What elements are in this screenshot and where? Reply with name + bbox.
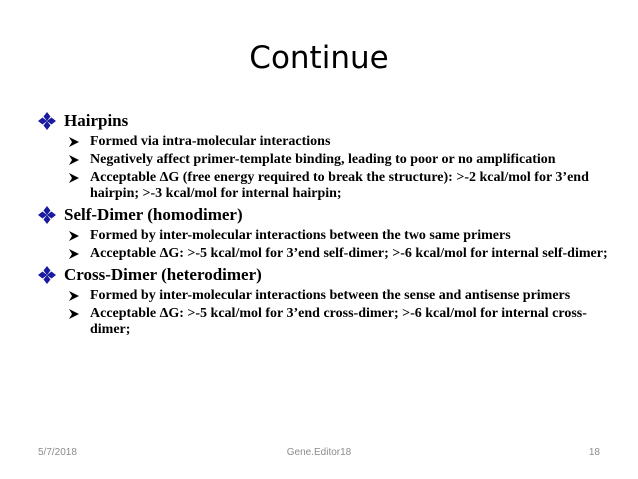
- slide-body: [38, 110, 613, 340]
- footer-page-number: 18: [588, 447, 600, 458]
- footer-date: 5/7/2018: [38, 447, 77, 458]
- four-diamond-bullet-icon: [38, 206, 56, 224]
- section-self-dimer: [38, 204, 613, 262]
- sub-bullet-text: Formed via intra-molecular interactions: [90, 134, 331, 149]
- section-heading: [38, 264, 613, 286]
- section-cross-dimer: [38, 264, 613, 338]
- sub-bullet: [38, 134, 613, 150]
- arrowhead-bullet-icon: [69, 291, 79, 301]
- sub-bullet: [38, 228, 613, 244]
- slide-title: Continue: [249, 40, 389, 76]
- sub-bullet-list: [38, 134, 613, 202]
- sub-bullet-text: Acceptable ΔG (free energy required to break the structure): >-2 kcal/mol for 3’end hairpin; >-3 kcal/mol for internal hairpin;: [90, 170, 589, 201]
- sub-bullet-text: Negatively affect primer-template binding, leading to poor or no amplification: [90, 152, 556, 167]
- section-heading-text: Cross-Dimer (heterodimer): [64, 265, 262, 284]
- sub-bullet: [38, 152, 613, 168]
- sub-bullet-text: Acceptable ΔG: >-5 kcal/mol for 3’end self-dimer; >-6 kcal/mol for internal self-dimer;: [90, 246, 608, 261]
- four-diamond-bullet-icon: [38, 112, 56, 130]
- section-heading: [38, 204, 613, 226]
- sub-bullet-text: Acceptable ΔG: >-5 kcal/mol for 3’end cross-dimer; >-6 kcal/mol for internal cross-dimer;: [90, 306, 587, 337]
- sub-bullet-list: [38, 288, 613, 338]
- sub-bullet-list: [38, 228, 613, 262]
- arrowhead-bullet-icon: [69, 309, 79, 319]
- four-diamond-bullet-icon: [38, 266, 56, 284]
- section-heading-text: Hairpins: [64, 111, 129, 130]
- arrowhead-bullet-icon: [69, 231, 79, 241]
- sub-bullet: [38, 170, 613, 202]
- section-heading: [38, 110, 613, 132]
- section-hairpins: [38, 110, 613, 202]
- sub-bullet-text: Formed by inter-molecular interactions between the two same primers: [90, 228, 511, 243]
- sub-bullet-text: Formed by inter-molecular interactions between the sense and antisense primers: [90, 288, 571, 303]
- arrowhead-bullet-icon: [69, 155, 79, 165]
- arrowhead-bullet-icon: [69, 137, 79, 147]
- sub-bullet: [38, 246, 613, 262]
- footer-author: Gene.Editor18: [286, 447, 352, 458]
- sub-bullet: [38, 306, 613, 338]
- arrowhead-bullet-icon: [69, 173, 79, 183]
- arrowhead-bullet-icon: [69, 249, 79, 259]
- sub-bullet: [38, 288, 613, 304]
- section-heading-text: Self-Dimer (homodimer): [64, 205, 243, 224]
